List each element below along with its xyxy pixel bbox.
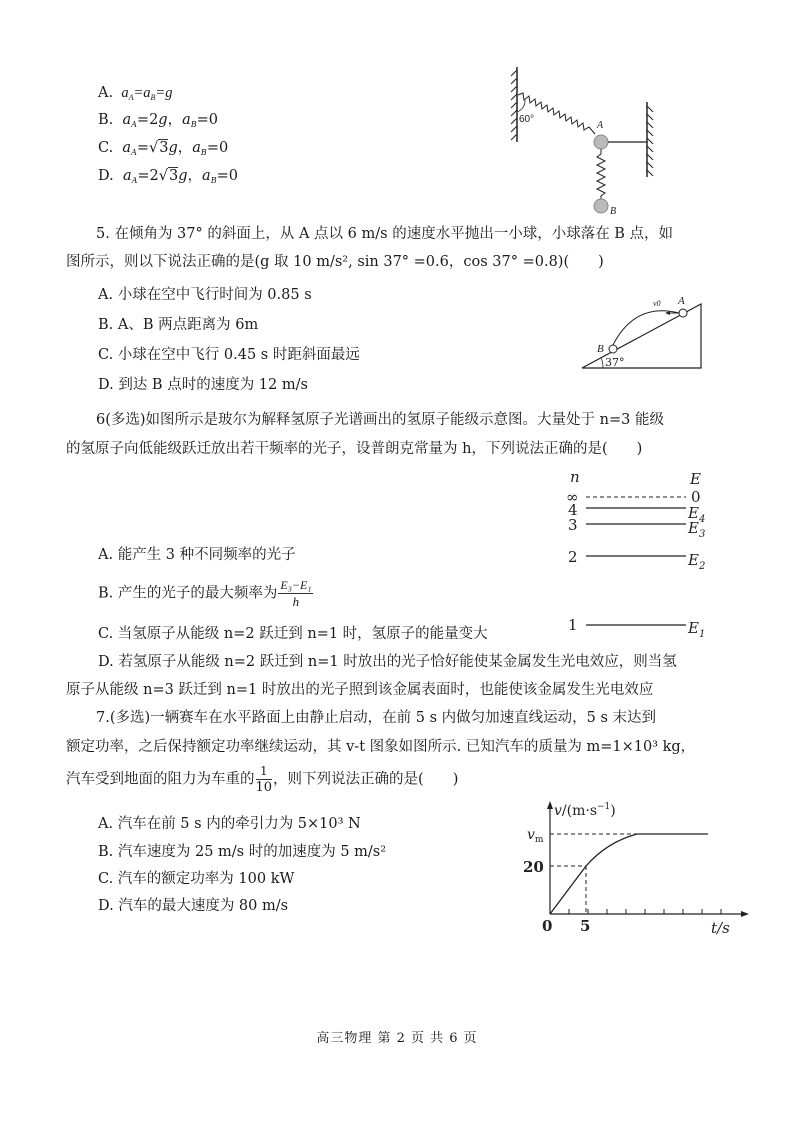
q7-stem-line2: 额定功率，之后保持额定功率继续运动，其 v-t 图象如图所示. 已知汽车的质量为 m=1×10³ kg， <box>66 739 696 755</box>
option-label: C. <box>98 140 114 156</box>
svg-text:n: n <box>570 468 580 486</box>
option-text: 能产生 3 种不同频率的光子 <box>117 547 296 563</box>
option-label: A. <box>98 287 114 303</box>
option-text: 小球在空中飞行 0.45 s 时距斜面最远 <box>117 347 360 363</box>
option-text: A、B 两点距离为 6m <box>117 317 259 333</box>
option-label: B. <box>98 317 114 333</box>
svg-text:v/(m·s−1): $v/(m\cdot s^{-1})$ <box>554 802 616 819</box>
q7-stem-line3 <box>66 764 458 795</box>
q5-option-c <box>98 346 360 364</box>
option-label: A. <box>98 547 114 563</box>
svg-text:1: 1 <box>568 616 578 634</box>
svg-text:E2: $E_2$ <box>688 551 706 572</box>
svg-text:vm: $v_m$ <box>527 827 544 845</box>
q5-option-b <box>98 316 258 334</box>
svg-text:5: 5 <box>580 917 591 935</box>
q4-option-a-formula: $a_A=a_B=g$ <box>117 85 173 102</box>
q4-option-b-formula: $a_A=2g$，$a_B=0$ <box>122 112 219 129</box>
q6-option-b <box>98 578 314 609</box>
svg-text:0: 0 <box>542 917 553 935</box>
q5-stem-text: 在倾角为 37° 的斜面上，从 A 点以 6 m/s 的速度水平抛出一小球，小球落在 B 点，如 <box>114 226 674 242</box>
option-label: C. <box>98 347 114 363</box>
question-number: 5. <box>96 226 110 242</box>
incline-diagram <box>575 292 715 372</box>
option-label: A. <box>98 85 114 101</box>
q6-option-d-line2: 原子从能级 n=3 跃迁到 n=1 时放出的光子照到该金属表面时，也能使该金属发生光电效应 <box>66 682 654 698</box>
svg-text:t/s: t/s <box>711 919 730 935</box>
q4-option-d <box>98 167 238 190</box>
option-label: D. <box>98 377 114 393</box>
svg-text:20: 20 <box>523 858 544 876</box>
option-text: 小球在空中飞行时间为 0.85 s <box>117 287 312 303</box>
svg-text:∞: ∞ <box>566 488 579 506</box>
q7-stem-line1: 7.(多选)一辆赛车在水平路面上由静止启动，在前 5 s 内做匀加速直线运动，5 s 末达到 <box>96 710 657 726</box>
max-frequency-fraction <box>278 578 313 609</box>
svg-text:E3: $E_3$ <box>688 519 706 540</box>
option-text: 汽车的额定功率为 100 kW <box>117 871 295 887</box>
option-label: B. <box>98 112 114 128</box>
q4-option-c-formula: $a_A=√3g$，$a_B=0$ <box>122 140 229 157</box>
q7-stem-text: ，则下列说法正确的是( ) <box>273 771 459 788</box>
fraction-numerator: 1 <box>256 764 273 780</box>
option-text: 汽车在前 5 s 内的牵引力为 5×10³ N <box>117 816 361 832</box>
option-label: B. <box>98 844 114 860</box>
q5-stem-line1 <box>96 225 673 243</box>
svg-text:3: 3 <box>568 516 578 534</box>
q7-option-d <box>98 897 288 915</box>
q5-option-d <box>98 376 308 394</box>
fraction-denominator: h <box>292 594 300 609</box>
q5-option-a <box>98 286 312 304</box>
option-label: A. <box>98 816 114 832</box>
svg-text:v0: v0 <box>653 299 661 308</box>
option-text: 到达 B 点时的速度为 12 m/s <box>118 377 308 393</box>
q7-option-a <box>98 815 361 833</box>
q4-option-a <box>98 84 172 107</box>
energy-level-diagram <box>560 468 720 638</box>
svg-text:B: B <box>597 343 604 355</box>
q4-option-b <box>98 111 218 134</box>
vt-graph <box>515 800 750 935</box>
svg-text:37°: 37° <box>605 356 625 369</box>
svg-text:B: B <box>610 206 617 217</box>
q4-option-d-formula: $a_A=2√3g$，$a_B=0$ <box>122 168 238 185</box>
option-label: C. <box>98 626 114 642</box>
q4-option-c <box>98 139 228 162</box>
option-text: 当氢原子从能级 n=2 跃迁到 n=1 时，氢原子的能量变大 <box>117 626 488 642</box>
q6-stem-line2: 的氢原子向低能级跃迁放出若干频率的光子，设普朗克常量为 h，下列说法正确的是( ) <box>66 441 643 457</box>
svg-text:60°: 60° <box>519 114 535 125</box>
q6-option-d <box>98 653 677 671</box>
svg-text:4: 4 <box>568 501 578 519</box>
svg-text:2: 2 <box>568 548 578 566</box>
option-text: 汽车速度为 25 m/s 时的加速度为 5 m/s² <box>117 844 387 860</box>
svg-text:A: A <box>597 120 604 131</box>
option-label: B. <box>98 585 114 602</box>
fraction-denominator: 10 <box>255 780 273 795</box>
q7-option-c <box>98 870 294 888</box>
fraction-numerator: E₃−E₁ <box>280 578 312 592</box>
page-footer: 高三物理 第 2 页 共 6 页 <box>316 1031 478 1046</box>
q7-option-b <box>98 843 386 861</box>
q6-option-c <box>98 625 488 643</box>
option-text: 产生的光子的最大频率为 <box>117 585 278 602</box>
option-label: D. <box>98 898 114 914</box>
option-text: 汽车的最大速度为 80 m/s <box>118 898 289 914</box>
svg-text:E4: $E_4$ <box>688 504 706 525</box>
option-label: D. <box>98 654 114 670</box>
q6-option-a <box>98 546 296 564</box>
q6-stem-line1: 6(多选)如图所示是玻尔为解释氢原子光谱画出的氢原子能级示意图。大量处于 n=3 能级 <box>96 412 664 428</box>
svg-text:A: A <box>678 295 685 307</box>
option-label: C. <box>98 871 114 887</box>
svg-text:E1: $E_1$ <box>688 619 706 638</box>
q7-stem-text: 汽车受到地面的阻力为车重的 <box>66 771 255 788</box>
resistance-fraction <box>256 764 273 795</box>
svg-text:E: E <box>690 470 701 488</box>
svg-text:0: 0 <box>691 488 701 506</box>
option-label: D. <box>98 168 114 184</box>
q5-stem-line2: 图所示，则以下说法正确的是(g 取 10 m/s², sin 37° =0.6，cos 37° =0.8)( ) <box>66 254 604 270</box>
option-text: 若氢原子从能级 n=2 跃迁到 n=1 时放出的光子恰好能使某金属发生光电效应，则当氢 <box>118 654 677 670</box>
spring-wall-diagram <box>505 62 665 222</box>
